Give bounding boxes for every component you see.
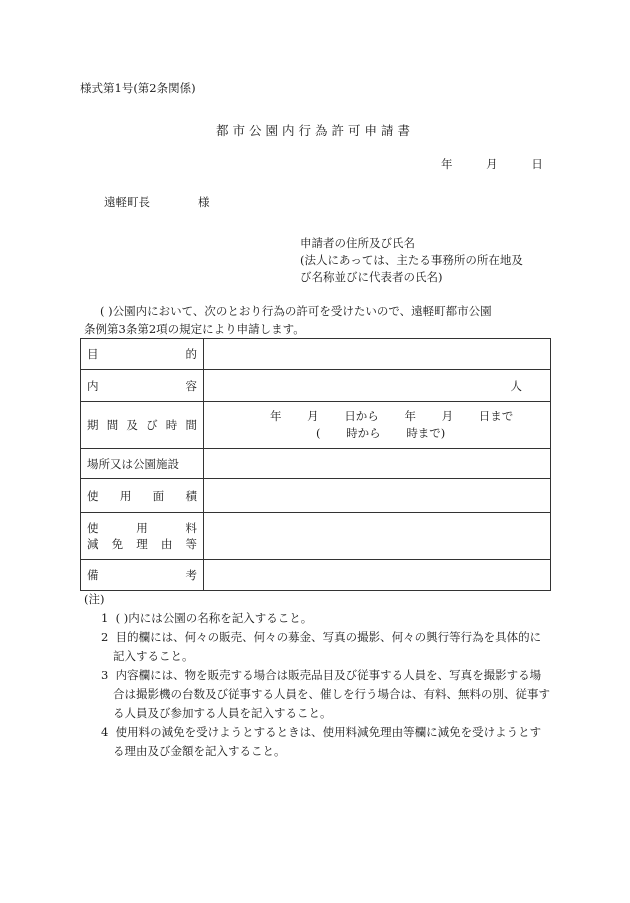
field-remarks[interactable] [204, 560, 551, 591]
date-line [441, 156, 543, 172]
addressee-name: 遠軽町長 [104, 195, 150, 209]
applicant-note-line1: (法人にあっては、主たる事務所の所在地及 [300, 253, 523, 267]
label-place: 場所又は公園施設 [81, 449, 204, 479]
addressee-honorific: 様 [198, 195, 210, 209]
period-dates: 年 月 日から 年 月 日まで [270, 409, 514, 423]
label-purpose: 目 的 [81, 339, 204, 370]
field-fee-exemption[interactable] [204, 513, 551, 560]
label-content: 内 容 [81, 370, 204, 402]
note-3-cont1: 合は撮影機の台数及び従事する人員を、催しを行う場合は、有料、無料の別、従事す [113, 687, 550, 701]
applicant-label: 申請者の住所及び氏名 [300, 236, 415, 250]
notes-section [84, 590, 564, 761]
addressee [104, 194, 210, 210]
date-year: 年 [441, 157, 453, 171]
period-times: ( 時から 時まで) [316, 426, 446, 440]
application-form-table [80, 338, 551, 591]
statement-line1: ( )公園内において、次のとおり行為の許可を受けたいので、遠軽町都市公園 [100, 304, 492, 318]
note-1: 1 ( )内には公園の名称を記入すること。 [101, 611, 313, 625]
content-unit: 人 [510, 378, 522, 393]
note-3: 3 内容欄には、物を販売する場合は販売品目及び従事する人員を、写真を撮影する場 [101, 668, 542, 682]
application-statement [80, 302, 560, 338]
form-number: 様式第1号(第2条関係) [80, 81, 196, 95]
label-remarks: 備 考 [81, 560, 204, 591]
field-area[interactable] [204, 479, 551, 513]
field-period[interactable] [204, 402, 551, 449]
note-2: 2 目的欄には、何々の販売、何々の募金、写真の撮影、何々の興行等行為を具体的に [101, 630, 542, 644]
label-fee-exemption: 使 用 料 減 免 理 由 等 [81, 513, 204, 560]
table-row-content [81, 370, 551, 402]
label-area: 使 用 面 積 [81, 479, 204, 513]
field-place[interactable] [204, 449, 551, 479]
statement-line2: 条例第3条第2項の規定により申請します。 [84, 322, 305, 336]
notes-heading: (注) [84, 592, 105, 606]
note-4: 4 使用料の減免を受けようとするときは、使用料減免理由等欄に減免を受けようとす [101, 725, 542, 739]
table-row-period [81, 402, 551, 449]
note-4-cont: る理由及び金額を記入すること。 [113, 744, 286, 758]
table-row-purpose [81, 339, 551, 370]
table-row-area [81, 479, 551, 513]
date-month: 月 [486, 157, 498, 171]
applicant-note-line2: び名称並びに代表者の氏名) [300, 270, 443, 284]
table-row-fee [81, 513, 551, 560]
table-row-remarks [81, 560, 551, 591]
table-row-place [81, 449, 551, 479]
applicant-note [300, 252, 540, 286]
date-day: 日 [531, 157, 543, 171]
field-content[interactable] [204, 370, 551, 402]
label-period: 期 間 及 び 時 間 [81, 402, 204, 449]
note-3-cont2: る人員及び参加する人員を記入すること。 [113, 706, 332, 720]
note-2-cont: 記入すること。 [113, 649, 194, 663]
field-purpose[interactable] [204, 339, 551, 370]
document-title: 都市公園内行為許可申請書 [215, 123, 414, 138]
